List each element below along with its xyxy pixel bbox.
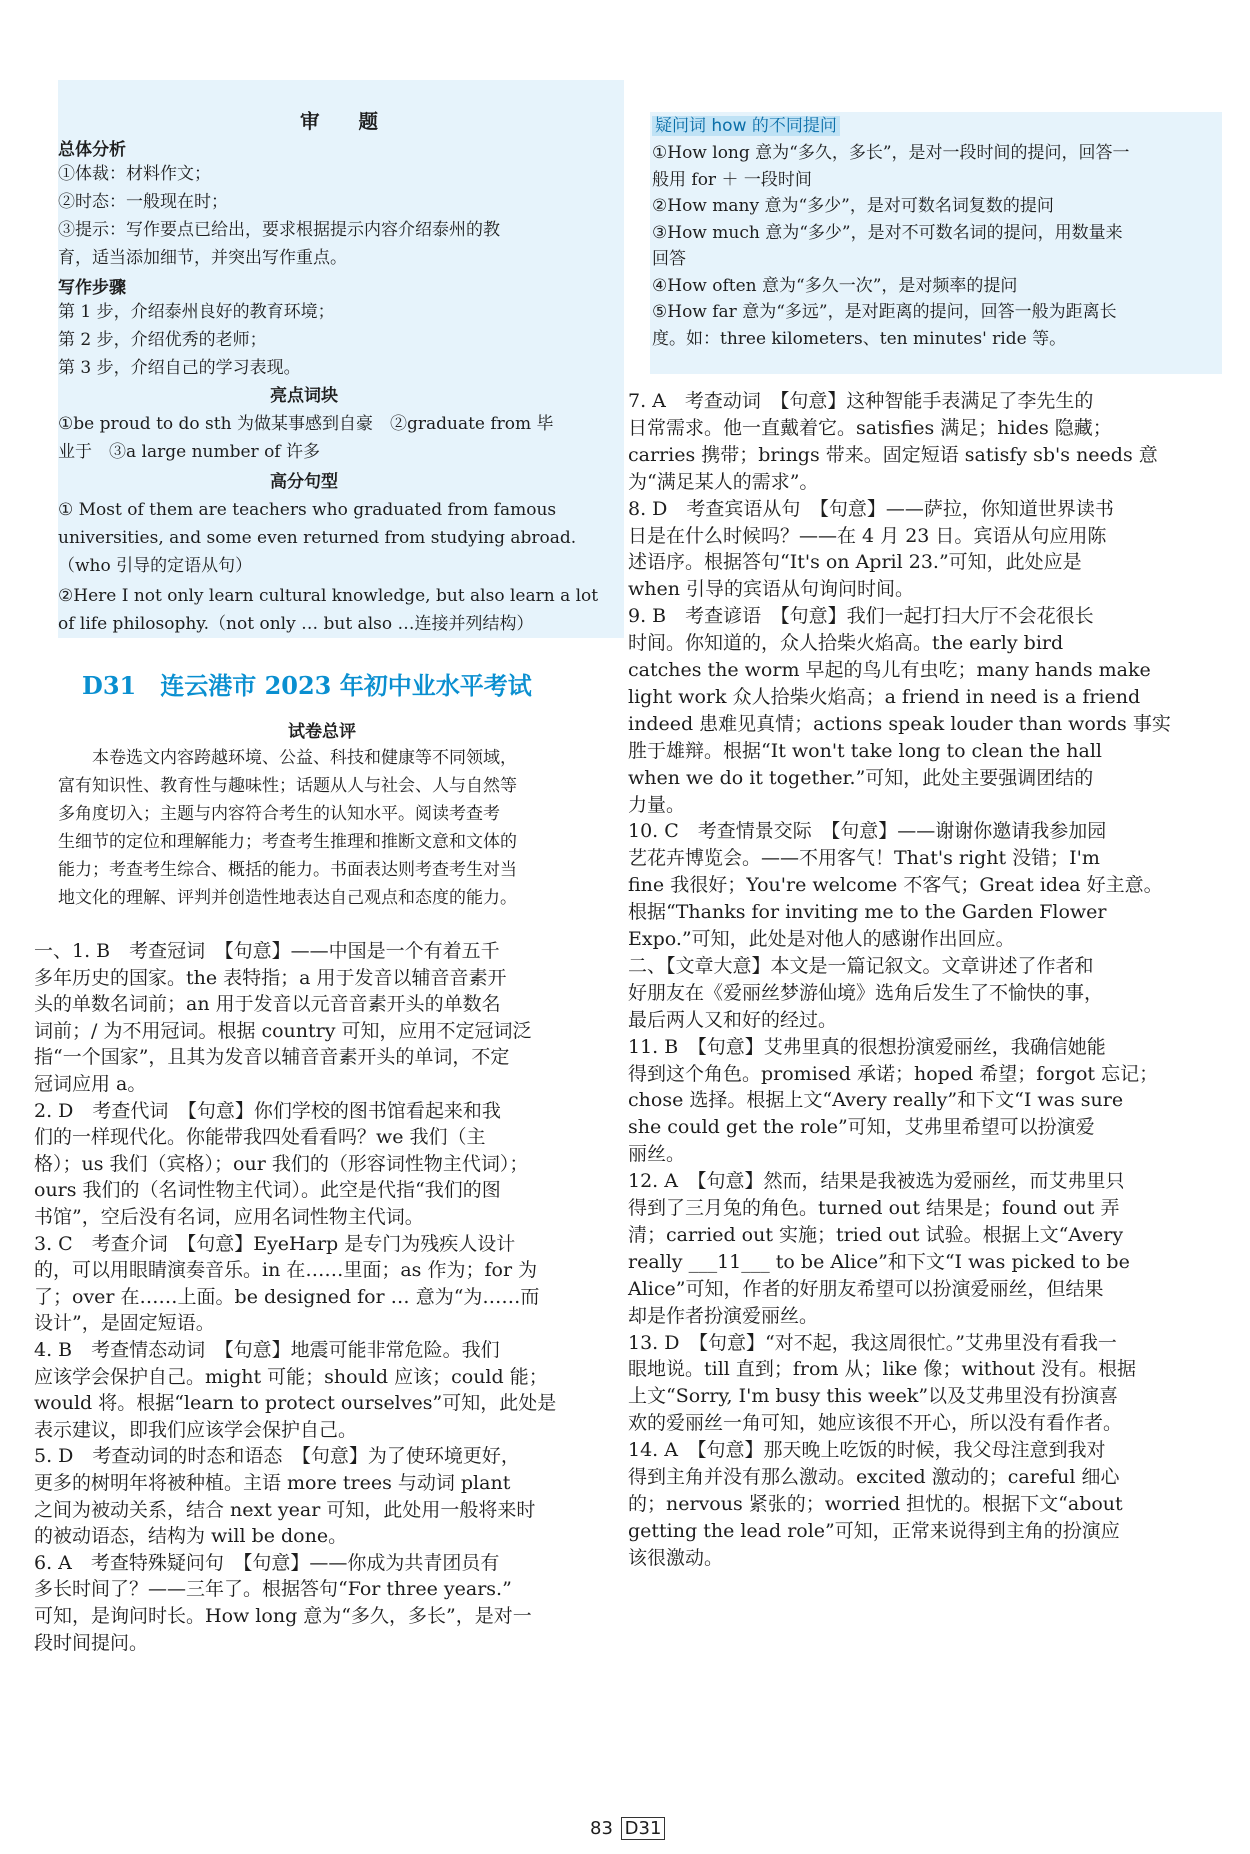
answer-line: 日是在什么时候吗？——在 4 月 23 日。宾语从句应用陈: [628, 524, 1107, 547]
answer-line: 的，可以用眼睛演奏音乐。in 在……里面；as 作为；for 为: [34, 1259, 538, 1282]
answer-line: she could get the role”可知，艾弗里希望可以扮演爱: [628, 1116, 1095, 1139]
answer-line: 之间为被动关系，结合 next year 可知，此处用一般将来时: [34, 1498, 536, 1521]
tip-line: 度。如：three kilometers、ten minutes' ride 等。: [652, 328, 1067, 349]
answer-line: 清；carried out 实施；tried out 试验。根据上文“Avery: [628, 1223, 1124, 1246]
answer-line: 11. B 【句意】艾弗里真的很想扮演爱丽丝，我确信她能: [628, 1035, 1106, 1058]
answer-line: 欢的爱丽丝一角可知，她应该很不开心，所以没有看作者。: [628, 1412, 1123, 1435]
answer-line: 冠词应用 a。: [34, 1073, 147, 1095]
answer-line: 4. B 考查情态动词 【句意】地震可能非常危险。我们: [34, 1339, 500, 1361]
answer-line: would 将。根据“learn to protect ourselves”可知，此处是: [34, 1392, 557, 1415]
answer-line: 的被动语态，结构为 will be done。: [34, 1525, 348, 1548]
phrases-heading: 亮点词块: [270, 386, 338, 406]
overall-line: ③提示：写作要点已给出，要求根据提示内容介绍泰州的教: [58, 220, 500, 240]
answer-line: 二、【文章大意】本文是一篇记叙文。文章讲述了作者和: [628, 954, 1094, 977]
answer-line: when 引导的宾语从句询问时间。: [628, 578, 915, 601]
summary-line: 地文化的理解、评判并创造性地表达自己观点和态度的能力。: [58, 888, 517, 908]
answer-line: 7. A 考查动词 【句意】这种智能手表满足了李先生的: [628, 390, 1094, 412]
answer-line: 头的单数名词前；an 用于发音以元音音素开头的单数名: [34, 993, 501, 1016]
sentence-line: ②Here I not only learn cultural knowledge, but also learn a lot: [58, 586, 599, 606]
answer-line: 更多的树明年将被种植。主语 more trees 与动词 plant: [34, 1472, 511, 1494]
answer-line: 段时间提问。: [34, 1631, 149, 1654]
answer-line: really ___11___ to be Alice”和下文“I was picked to be: [628, 1250, 1130, 1273]
answer-line: 眼地说。till 直到；from 从；like 像；without 没有。根据: [628, 1358, 1137, 1381]
answer-line: 6. A 考查特殊疑问句 【句意】——你成为共青团员有: [34, 1551, 500, 1574]
answer-line: 根据“Thanks for inviting me to the Garden Flower: [628, 901, 1107, 924]
step-line: 第 1 步，介绍泰州良好的教育环境；: [58, 302, 335, 322]
page-number-value: 83: [590, 1818, 613, 1839]
answer-line: 一、1. B 考查冠词 【句意】——中国是一个有着五千: [34, 940, 500, 962]
tip-line: ②How many 意为“多少”，是对可数名词复数的提问: [652, 196, 1054, 216]
summary-line: 多角度切入；主题与内容符合考生的认知水平。阅读考查考: [58, 804, 500, 824]
sentence-line: ① Most of them are teachers who graduated from famous: [58, 500, 557, 520]
answer-line: 书馆”，空后没有名词，应用名词性物主代词。: [34, 1206, 424, 1228]
phrase-line: 业于 ③a large number of 许多: [58, 442, 321, 462]
answer-line: 艺花卉博览会。——不用客气！That's right 没错；I'm: [628, 847, 1100, 870]
sentences-heading: 高分句型: [270, 472, 338, 492]
phrase-line: ①be proud to do sth 为做某事感到自豪 ②graduate from 毕: [58, 414, 554, 434]
overall-line: ②时态：一般现在时；: [58, 192, 228, 212]
answer-line: 为“满足某人的需求”。: [628, 470, 819, 493]
answer-line: 上文“Sorry, I'm busy this week”以及艾弗里没有扮演喜: [628, 1385, 1119, 1408]
answer-line: 时间。你知道的，众人拾柴火焰高。the early bird: [628, 632, 1064, 655]
answer-line: 14. A 【句意】那天晚上吃饭的时候，我父母注意到我对: [628, 1439, 1106, 1462]
steps-heading: 写作步骤: [58, 278, 126, 298]
answer-line: Alice”可知，作者的好朋友希望可以扮演爱丽丝，但结果: [628, 1277, 1104, 1300]
answer-line: Expo.”可知，此处是对他人的感谢作出回应。: [628, 928, 1015, 950]
tip-line: ③How much 意为“多少”，是对不可数名词的提问，用数量来: [652, 222, 1123, 243]
answer-line: 3. C 考查介词 【句意】EyeHarp 是专门为残疾人设计: [34, 1232, 516, 1255]
answer-line: when we do it together.”可知，此处主要强调团结的: [628, 766, 1094, 789]
answer-line: 丽丝。: [628, 1143, 686, 1166]
summary-line: 富有知识性、教育性与趣味性；话题从人与社会、人与自然等: [58, 776, 517, 796]
sentence-line: universities, and some even returned from studying abroad.: [58, 528, 577, 548]
answer-line: 多长时间了？——三年了。根据答句“For three years.”: [34, 1578, 512, 1601]
answer-line: 述语序。根据答句“It's on April 23.”可知，此处应是: [628, 551, 1082, 574]
answer-line: indeed 患难见真情；actions speak louder than words 事实: [628, 712, 1171, 735]
answer-line: 应该学会保护自己。might 可能；should 应该；could 能；: [34, 1365, 548, 1388]
answer-line: 最后两人又和好的经过。: [628, 1008, 838, 1031]
answer-line: 该很激动。: [628, 1546, 724, 1569]
step-line: 第 2 步，介绍优秀的老师；: [58, 330, 267, 350]
tip-line: ④How often 意为“多久一次”，是对频率的提问: [652, 275, 1018, 296]
answer-line: 力量。: [628, 793, 686, 816]
exam-header: D31 连云港市 2023 年初中业水平考试: [82, 671, 532, 700]
answer-line: 的；nervous 紧张的；worried 担忧的。根据下文“about: [628, 1492, 1123, 1515]
step-line: 第 3 步，介绍自己的学习表现。: [58, 358, 301, 378]
page-number: [590, 1818, 665, 1839]
overall-line: 育，适当添加细节，并突出写作重点。: [58, 248, 347, 268]
answer-line: 格）；us 我们（宾格）；our 我们的（形容词性物主代词）；: [34, 1152, 529, 1175]
answer-line: 多年历史的国家。the 表特指；a 用于发音以辅音音素开: [34, 966, 507, 989]
summary-line: 能力；考查考生综合、概括的能力。书面表达则考查考生对当: [58, 860, 517, 880]
answer-line: chose 选择。根据上文“Avery really”和下文“I was sure: [628, 1089, 1124, 1112]
tip-line: 般用 for ＋ 一段时间: [652, 169, 812, 190]
review-title: 审 题: [300, 110, 379, 133]
overall-line: ①体裁：材料作文；: [58, 164, 211, 184]
answer-line: 好朋友在《爱丽丝梦游仙境》选角后发生了不愉快的事，: [628, 981, 1104, 1004]
answer-line: 日常需求。他一直戴着它。satisfies 满足；hides 隐藏；: [628, 416, 1112, 439]
tip-heading: 疑问词 how 的不同提问: [652, 116, 840, 136]
tip-line: 回答: [652, 249, 686, 269]
answer-line: fine 我很好；You're welcome 不客气；Great idea 好主意。: [628, 874, 1163, 897]
answer-line: 可知，是询问时长。How long 意为“多久，多长”，是对一: [34, 1605, 532, 1627]
answer-line: ours 我们的（名词性物主代词）。此空是代指“我们的图: [34, 1179, 501, 1202]
answer-line: 得到这个角色。promised 承诺；hoped 希望；forgot 忘记；: [628, 1062, 1159, 1085]
answer-line: 13. D 【句意】“对不起，我这周很忙。”艾弗里没有看我一: [628, 1331, 1117, 1354]
answer-line: 词前；/ 为不用冠词。根据 country 可知，应用不定冠词泛: [34, 1019, 532, 1042]
answer-line: 2. D 考查代词 【句意】你们学校的图书馆看起来和我: [34, 1099, 501, 1122]
page-code: D31: [624, 1818, 662, 1839]
answer-line: 指“一个国家”，且其为发音以辅音音素开头的单词，不定: [34, 1046, 510, 1069]
answer-line: 得到了三月兔的角色。turned out 结果是；found out 弄: [628, 1197, 1120, 1219]
overall-heading: 总体分析: [58, 140, 126, 160]
answer-line: 表示建议，即我们应该学会保护自己。: [34, 1418, 358, 1441]
answer-line: 却是作者扮演爱丽丝。: [628, 1304, 819, 1327]
summary-line: 本卷选文内容跨越环境、公益、科技和健康等不同领域，: [58, 748, 517, 768]
summary-heading: 试卷总评: [288, 722, 356, 742]
answer-line: catches the worm 早起的鸟儿有虫吃；many hands make: [628, 659, 1151, 681]
answer-line: 5. D 考查动词的时态和语态 【句意】为了使环境更好，: [34, 1445, 520, 1468]
answer-line: 8. D 考查宾语从句 【句意】——萨拉，你知道世界读书: [628, 497, 1114, 520]
tip-line: ①How long 意为“多久，多长”，是对一段时间的提问，回答一: [652, 143, 1130, 163]
answer-line: 9. B 考查谚语 【句意】我们一起打扫大厅不会花很长: [628, 605, 1094, 628]
answer-line: 10. C 考查情景交际 【句意】——谢谢你邀请我参加园: [628, 820, 1107, 843]
answer-line: 胜于雄辩。根据“It won't take long to clean the hall: [628, 739, 1102, 762]
sentence-line: of life philosophy.（not only … but also …连接并列结构）: [58, 614, 534, 634]
answer-line: carries 携带；brings 带来。固定短语 satisfy sb's needs 意: [628, 443, 1158, 466]
answer-line: 设计”，是固定短语。: [34, 1312, 215, 1335]
tip-line: ⑤How far 意为“多远”，是对距离的提问，回答一般为距离长: [652, 302, 1117, 322]
answer-line: 得到主角并没有那么激动。excited 激动的；careful 细心: [628, 1466, 1120, 1488]
summary-line: 生细节的定位和理解能力；考查考生推理和推断文意和文体的: [58, 832, 517, 852]
answer-line: 们的一样现代化。你能带我四处看看吗？we 我们（主: [34, 1126, 486, 1149]
answer-line: 了；over 在……上面。be designed for … 意为“为……而: [34, 1285, 540, 1308]
answer-line: 12. A 【句意】然而，结果是我被选为爱丽丝，而艾弗里只: [628, 1170, 1125, 1193]
answer-line: getting the lead role”可知，正常来说得到主角的扮演应: [628, 1519, 1120, 1542]
answer-line: light work 众人拾柴火焰高；a friend in need is a friend: [628, 685, 1141, 708]
sentence-line: （who 引导的定语从句）: [58, 556, 253, 576]
